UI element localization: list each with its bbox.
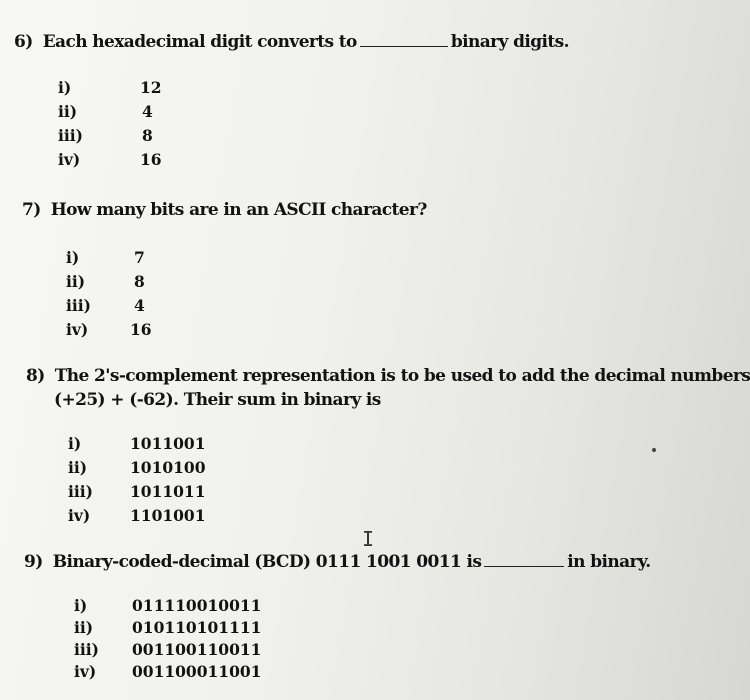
option-value: 011110010011 xyxy=(132,596,262,615)
answer-blank xyxy=(484,552,564,567)
option-label: iii) xyxy=(74,640,99,659)
option-value: 16 xyxy=(140,150,162,169)
question-text: Binary-coded-decimal (BCD) 0111 1001 0011 is xyxy=(52,552,482,572)
option-value: 8 xyxy=(142,126,153,145)
option-value: 8 xyxy=(134,272,145,291)
option-label: ii) xyxy=(74,618,94,637)
question-8-prompt-line1 xyxy=(26,366,750,386)
option-label: iii) xyxy=(68,482,93,501)
question-text-continued: (+25) + (-62). Their sum in binary is xyxy=(54,390,381,410)
option-value: 16 xyxy=(130,320,152,339)
option-value: 1101001 xyxy=(130,506,206,525)
option-value: 12 xyxy=(140,78,162,97)
question-number: 8) xyxy=(26,366,45,386)
option-label: ii) xyxy=(58,102,78,121)
option-label: i) xyxy=(58,78,72,97)
question-8-prompt-line2 xyxy=(54,390,381,410)
question-text: Each hexadecimal digit converts to xyxy=(42,32,357,52)
question-number: 6) xyxy=(14,32,33,52)
question-text: How many bits are in an ASCII character? xyxy=(50,200,427,220)
option-label: i) xyxy=(74,596,88,615)
speck-mark xyxy=(652,448,656,452)
option-value: 7 xyxy=(134,248,145,267)
option-label: iv) xyxy=(68,506,91,525)
option-label: i) xyxy=(68,434,82,453)
question-text-end: binary digits. xyxy=(450,32,569,52)
option-label: iii) xyxy=(66,296,91,315)
question-6-prompt xyxy=(14,32,569,52)
option-label: iv) xyxy=(66,320,89,339)
option-value: 1011001 xyxy=(130,434,206,453)
option-label: iv) xyxy=(58,150,81,169)
option-value: 010110101111 xyxy=(132,618,262,637)
option-value: 4 xyxy=(142,102,153,121)
question-9-prompt xyxy=(24,552,651,572)
option-value: 1011011 xyxy=(130,482,206,501)
option-value: 4 xyxy=(134,296,145,315)
question-text-end: in binary. xyxy=(567,552,651,572)
option-value: 001100110011 xyxy=(132,640,262,659)
option-label: i) xyxy=(66,248,80,267)
question-7-prompt xyxy=(22,200,427,220)
option-label: iii) xyxy=(58,126,83,145)
option-label: ii) xyxy=(68,458,88,477)
question-number: 9) xyxy=(24,552,43,572)
question-number: 7) xyxy=(22,200,41,220)
option-label: ii) xyxy=(66,272,86,291)
answer-blank xyxy=(360,32,448,47)
option-label: iv) xyxy=(74,662,97,681)
option-value: 1010100 xyxy=(130,458,206,477)
text-cursor-icon: I xyxy=(362,527,375,551)
question-text: The 2's-complement representation is to be used to add the decimal numbers xyxy=(54,366,750,386)
option-value: 001100011001 xyxy=(132,662,262,681)
